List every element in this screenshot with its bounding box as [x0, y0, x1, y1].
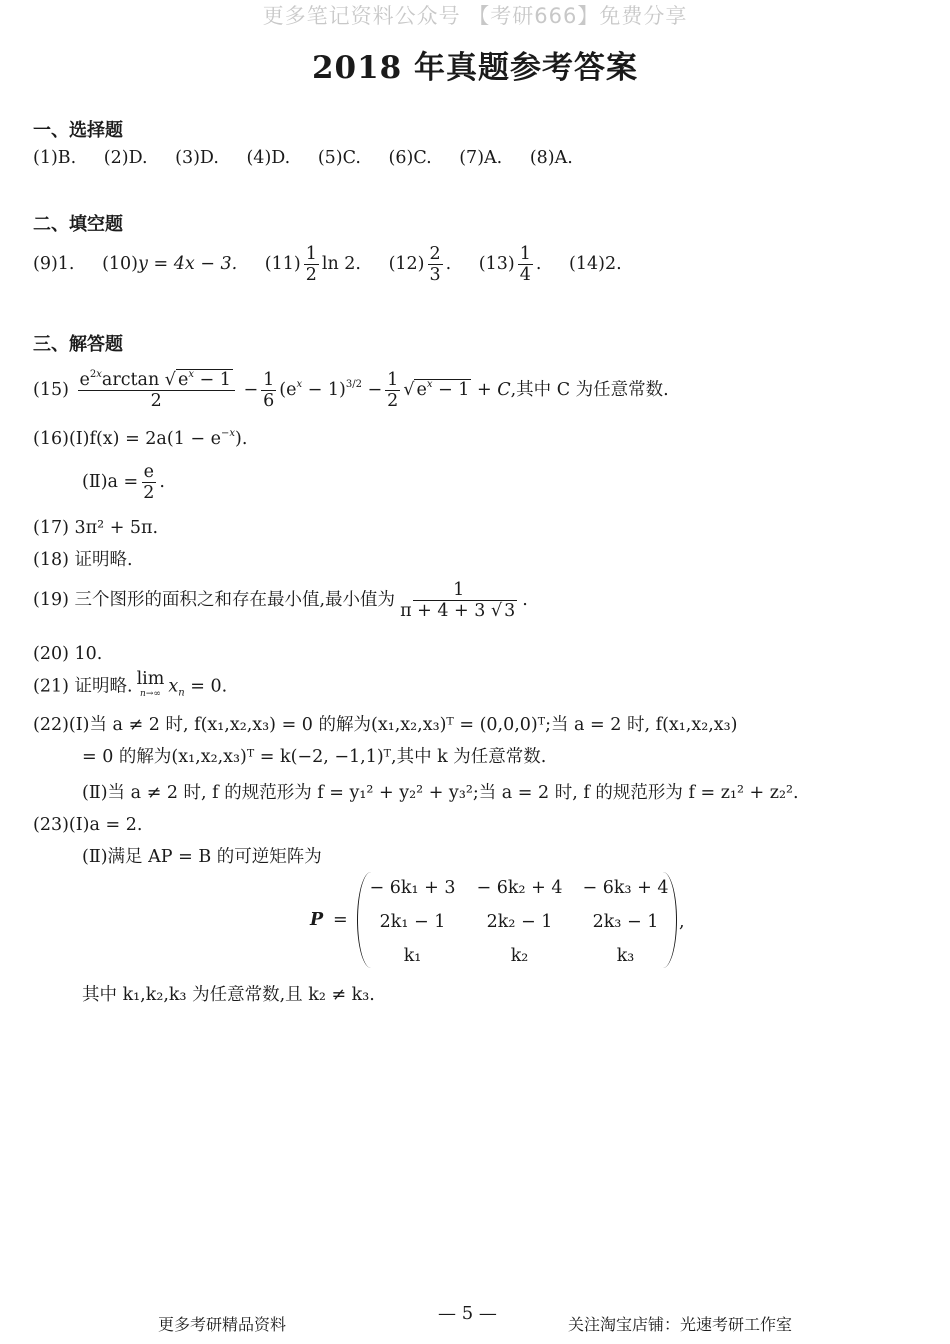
section-heading-fill: 二、填空题 [33, 214, 123, 235]
page-number: — 5 — [438, 1303, 497, 1324]
answer-21: (21) 证明略. lim n→∞ $x_n = 0$. [33, 672, 227, 702]
answer-16-part1: (16)(Ⅰ)f(x) = $2a(1 - e^{-x})$. [33, 428, 248, 449]
section-heading-solve: 三、解答题 [33, 334, 123, 355]
answer-22-line3: (Ⅱ)当 a ≠ 2 时, f 的规范形为 f = y₁² + y₂² + y₃²;当 a = 2 时, f 的规范形为 f = z₁² + z₂². [82, 783, 799, 803]
answer-22-line1: (22)(Ⅰ)当 a ≠ 2 时, f(x₁,x₂,x₃) = 0 的解为(x₁,x₂,x₃)ᵀ = (0,0,0)ᵀ;当 a = 2 时, f(x₁,x₂,x₃) [33, 715, 738, 735]
answer-4: (4)D. [246, 148, 291, 168]
matrix-cell: k₃ [616, 946, 635, 966]
answer-17: (17) 3π² + 5π. [33, 518, 159, 538]
fill-answers: (9)1. (10)y = 4x − 3. (11) $\frac{1}{2}$ ln 2. (12) $\frac{2}{3}$ . (13) $\frac{1}{4}$ . (14)2. [33, 244, 622, 285]
choice-answers [33, 146, 573, 170]
answer-21-label: (21) 证明略. [33, 676, 133, 697]
answer-13-fraction: $\frac{1}{4}$ [519, 244, 531, 285]
answer-15-label: (15) [33, 380, 69, 400]
matrix-cell: − 6k₂ + 4 [476, 878, 563, 898]
answer-12-fraction: $\frac{2}{3}$ [429, 244, 441, 285]
answer-8: (8)A. [529, 148, 573, 168]
matrix-cell: 2k₃ − 1 [592, 912, 659, 932]
answer-15-term3: $\frac{1}{2}$ [387, 370, 399, 411]
footer-left: 更多考研精品资料 [158, 1315, 287, 1334]
answer-13-label: (13) [478, 254, 515, 274]
answer-10: y = 4x − 3. [138, 254, 238, 274]
answer-15-tail: ,其中 C 为任意常数. [510, 380, 669, 400]
answer-1: (1)B. [33, 148, 77, 168]
matrix-cell: − 6k₁ + 3 [369, 878, 456, 898]
answer-16-p1: (Ⅰ)f(x) = 2a(1 − e [68, 429, 221, 449]
answer-22-line2: = 0 的解为(x₁,x₂,x₃)ᵀ = k(−2, −1,1)ᵀ,其中 k 为任意常数. [82, 747, 547, 767]
answer-18: (18) 证明略. [33, 550, 133, 570]
answer-11-tail: ln 2. [321, 254, 361, 274]
answer-9: (9)1. [33, 254, 75, 274]
section-heading-choice: 一、选择题 [33, 120, 123, 141]
fraction-e-over-2: $\frac{e}{2}$ [143, 462, 155, 503]
answer-3: (3)D. [175, 148, 219, 168]
answer-16-part2: (Ⅱ)a = $\frac{e}{2}$ . [82, 462, 165, 503]
answer-23-line3: 其中 k₁,k₂,k₃ 为任意常数,且 k₂ ≠ k₃. [82, 985, 375, 1005]
matrix-cell: k₁ [403, 946, 422, 966]
answer-15-term2: $\frac{1}{6}$ [263, 370, 275, 411]
answer-19-fraction: $\frac{1}{\pi + 4 + 3 √ 3}$ [400, 580, 516, 621]
limit-expression: lim n→∞ [136, 669, 165, 699]
matrix-cell: k₂ [510, 946, 529, 966]
answer-19-label: (19) 三个图形的面积之和存在最小值,最小值为 [33, 590, 396, 610]
matrix-cell: 2k₂ − 1 [486, 912, 553, 932]
answer-23-line2: (Ⅱ)满足 AP = B 的可逆矩阵为 [82, 847, 322, 867]
answer-16-label: (16) [33, 429, 69, 449]
answer-15: (15) $\frac{e^{2x}\arctan √ e^x - 1}{2}$ − $\frac{1}{6}$ $(e^x - 1)^{3/2}$ − $\frac{1}{2}$ √ $e^x - 1 + C$,其中 C 为任意常数. [33, 369, 669, 411]
answer-19: (19) 三个图形的面积之和存在最小值,最小值为 $\frac{1}{\pi + 4 + 3 √ 3}$ . [33, 580, 528, 621]
answer-11-label: (11) [264, 254, 301, 274]
answer-5: (5)C. [317, 148, 361, 168]
answer-7: (7)A. [459, 148, 503, 168]
answer-2: (2)D. [103, 148, 148, 168]
page-title: 2018 年真题参考答案 [311, 50, 639, 86]
answer-6: (6)C. [388, 148, 432, 168]
answer-16-p2-label: (Ⅱ)a = [82, 472, 139, 492]
answer-23-line1: (23)(Ⅰ)a = 2. [33, 815, 143, 835]
footer-right: 关注淘宝店铺：光速考研工作室 [568, 1315, 793, 1334]
answer-14: (14)2. [569, 254, 622, 274]
answer-12-label: (12) [388, 254, 425, 274]
answer-10-label: (10) [102, 254, 139, 274]
fraction-one-half: $\frac{1}{2}$ [305, 244, 317, 285]
answer-15-term1: $\frac{e^{2x}\arctan √ e^x - 1}{2}$ [78, 370, 235, 411]
matrix-cell: − 6k₃ + 4 [582, 878, 669, 898]
matrix-cell: 2k₁ − 1 [379, 912, 446, 932]
watermark: 更多笔记资料公众号 【考研666】免费分享 [262, 4, 688, 28]
answer-20: (20) 10. [33, 644, 103, 664]
